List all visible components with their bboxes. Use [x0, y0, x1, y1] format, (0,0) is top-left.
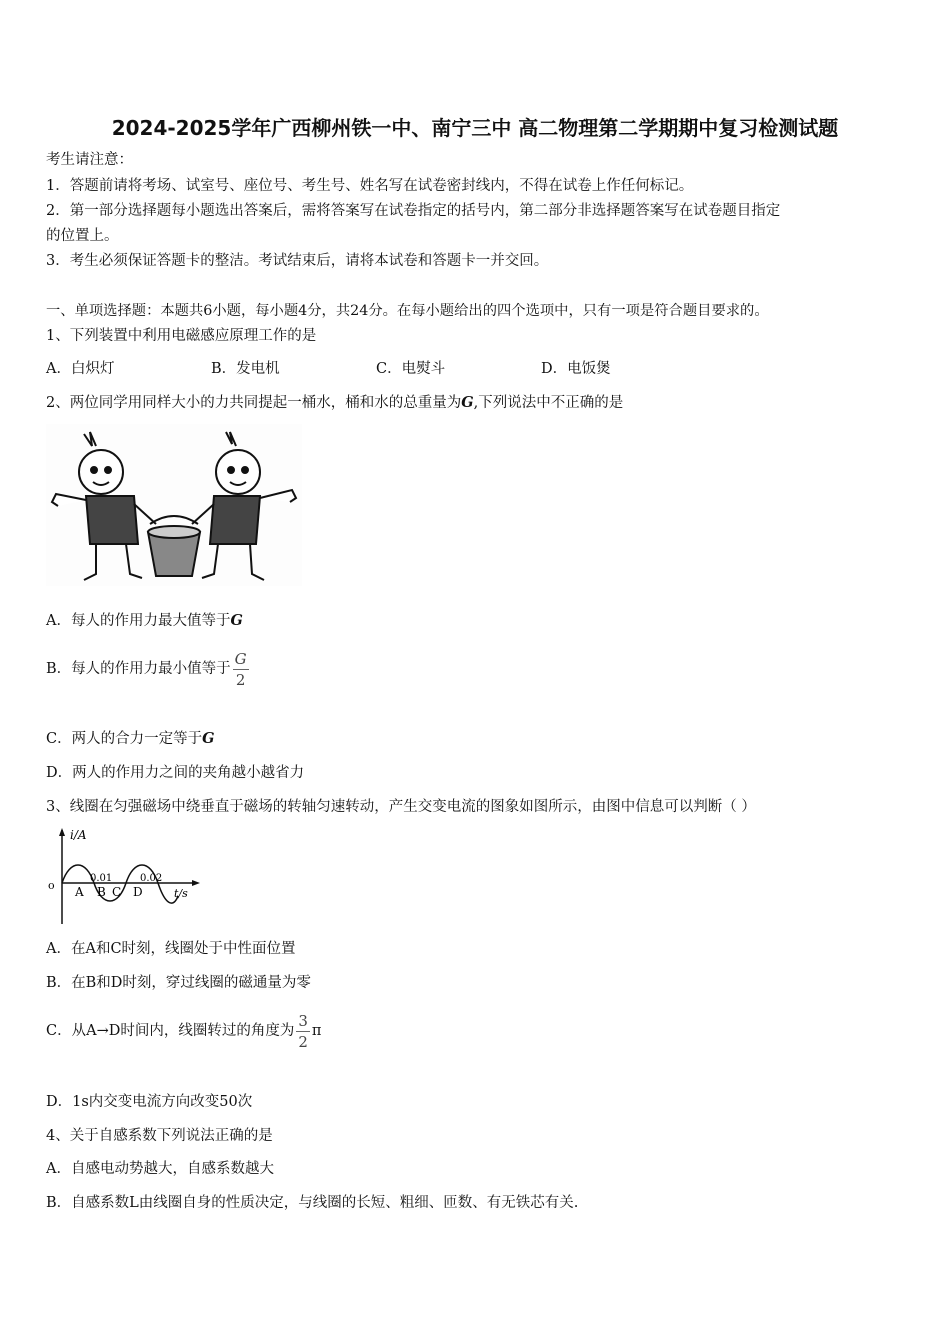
q1-options: [46, 359, 611, 379]
tick-label-0-02: 0.02: [140, 873, 163, 884]
notice-item-2-cont: 的位置上。: [46, 228, 119, 244]
notice-heading: 考生请注意：: [46, 152, 133, 168]
point-c-label: C: [112, 885, 122, 899]
q2-option-a[interactable]: A．每人的作用力最大值等于G: [46, 612, 243, 629]
origin-label: o: [48, 879, 55, 892]
q1-option-b[interactable]: B．发电机: [211, 361, 280, 377]
q3-option-b[interactable]: B．在B和D时刻，穿过线圈的磁通量为零: [46, 975, 311, 991]
alternating-current-graph: [46, 826, 206, 926]
q2-option-d[interactable]: D．两人的作用力之间的夹角越小越省力: [46, 765, 305, 781]
q2-option-b[interactable]: B．每人的作用力最小值等于 $\frac{G}{2}$: [46, 649, 247, 689]
q2-option-c[interactable]: C．两人的合力一定等于G: [46, 730, 215, 747]
fraction-3-over-2: $\frac{3}{2}$: [298, 1011, 308, 1051]
two-students-lifting-bucket-illustration: [46, 424, 302, 586]
q4-option-b[interactable]: B．自感系数L由线圈自身的性质决定，与线圈的长短、粗细、匝数、有无铁芯有关.: [46, 1195, 579, 1211]
tick-label-0-01: 0.01: [90, 873, 113, 884]
notice-item-2: 2．第一部分选择题每小题选出答案后，需将答案写在试卷指定的括号内，第二部分非选择题答案写在试卷题目指定: [46, 203, 781, 219]
y-axis-arrow: [59, 828, 65, 836]
point-d-label: D: [133, 885, 143, 899]
q2-stem: 2、两位同学用同样大小的力共同提起一桶水，桶和水的总重量为G,下列说法中不正确的是: [46, 394, 624, 411]
notice-item-3: 3．考生必须保证答题卡的整洁。考试结束后，请将本试卷和答题卡一并交回。: [46, 253, 549, 269]
q3-option-d[interactable]: D．1s内交变电流方向改变50次: [46, 1094, 253, 1110]
q4-stem: 4、关于自感系数下列说法正确的是: [46, 1128, 273, 1144]
point-a-label: A: [75, 885, 84, 899]
q1-option-c[interactable]: C．电熨斗: [376, 361, 446, 377]
q3-option-c[interactable]: C．从A→D时间内，线圈转过的角度为 $\frac{3}{2}$ π: [46, 1011, 322, 1051]
y-axis-label: i/A: [70, 828, 87, 842]
point-b-label: B: [97, 885, 106, 899]
page-title: 2024-2025学年广西柳州铁一中、南宁三中 高二物理第二学期期中复习检测试题: [111, 116, 839, 140]
q3-stem: 3、线圈在匀强磁场中绕垂直于磁场的转轴匀速转动，产生交变电流的图象如图所示，由图中信息可以判断（ ）: [46, 799, 756, 815]
q1-option-a[interactable]: A．白炽灯: [46, 361, 115, 377]
x-axis-label: t/s: [174, 887, 188, 900]
q1-stem: 1、下列装置中利用电磁感应原理工作的是: [46, 328, 317, 344]
q3-option-a[interactable]: A．在A和C时刻，线圈处于中性面位置: [46, 941, 296, 957]
fraction-g-over-2: $\frac{G}{2}$: [234, 649, 247, 689]
section-heading: 一、单项选择题：本题共6小题，每小题4分，共24分。在每小题给出的四个选项中，只有一项是符合题目要求的。: [46, 303, 769, 319]
notice-item-1: 1．答题前请将考场、试室号、座位号、考生号、姓名写在试卷密封线内，不得在试卷上作任何标记。: [46, 178, 694, 194]
q4-option-a[interactable]: A．自感电动势越大，自感系数越大: [46, 1161, 274, 1177]
x-axis-arrow: [192, 880, 200, 886]
q1-option-d[interactable]: D．电饭煲: [541, 361, 611, 377]
